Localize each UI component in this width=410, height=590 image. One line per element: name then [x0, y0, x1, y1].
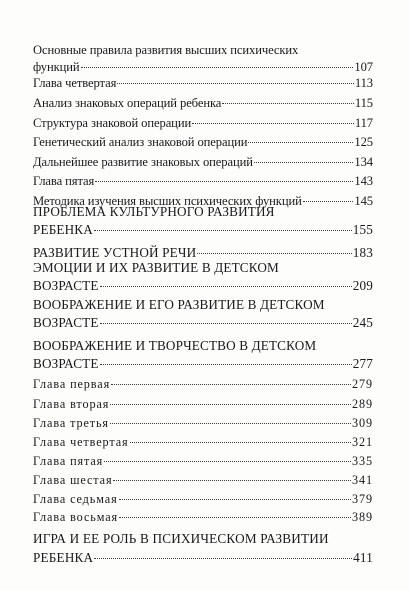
dot-leader — [100, 323, 352, 324]
toc-entry-line — [33, 314, 373, 332]
dot-leader — [110, 404, 351, 405]
toc-entry-line — [33, 490, 373, 508]
toc-entry-line — [33, 355, 373, 373]
toc-entry-title-line: Глава седьмая — [33, 492, 118, 506]
toc-entry — [33, 471, 373, 489]
toc-entry-title-line: ВООБРАЖЕНИЕ И ЕГО РАЗВИТИЕ В ДЕТСКОМ — [33, 297, 325, 312]
toc-page-number: 389 — [352, 510, 373, 524]
toc-entry-line — [33, 277, 373, 295]
dot-leader — [248, 142, 353, 143]
toc-page-number: 113 — [354, 76, 373, 90]
toc-entry — [33, 433, 373, 451]
toc-entry-title-line: Глава пятая — [33, 454, 104, 468]
toc-entry-line — [33, 95, 373, 112]
toc-entry-title-line: Генетический анализ знаковой операции — [33, 135, 248, 149]
toc-entry-line — [33, 508, 373, 526]
dot-leader — [81, 67, 354, 68]
toc-entry-title-line: Глава первая — [33, 377, 111, 391]
toc-entry — [33, 490, 373, 508]
dot-leader — [119, 499, 351, 500]
toc-entry — [33, 173, 373, 190]
toc-entry-title-line: ВООБРАЖЕНИЕ И ТВОРЧЕСТВО В ДЕТСКОМ — [33, 338, 317, 353]
toc-page-number: 107 — [354, 60, 373, 74]
toc-page-number: 279 — [352, 377, 373, 391]
toc-entry — [33, 337, 373, 373]
toc-page-number: 145 — [354, 194, 373, 208]
toc-entry — [33, 203, 373, 239]
toc-page-number: 379 — [352, 492, 373, 506]
toc-page-number: 341 — [352, 473, 373, 487]
toc-entry — [33, 414, 373, 432]
toc-entry-title-line: Глава пятая — [33, 174, 95, 188]
toc-entry-line — [33, 414, 373, 432]
dot-leader — [100, 286, 352, 287]
toc-entry — [33, 134, 373, 151]
toc-entry — [33, 95, 373, 112]
toc-entry-line — [33, 395, 373, 413]
toc-entry-title-line: Основные правила развития высших психических — [33, 43, 299, 57]
toc-entry — [33, 259, 373, 295]
toc-page-number: 125 — [354, 135, 373, 149]
dot-leader — [222, 103, 354, 104]
toc-entry-line — [33, 134, 373, 151]
toc-entry — [33, 529, 373, 567]
toc-page-number: 183 — [352, 245, 373, 260]
toc-page-number: 411 — [353, 550, 373, 565]
toc-entry-title-line: Глава вторая — [33, 397, 110, 411]
dot-leader — [104, 461, 351, 462]
toc-entry-title-line: ПРОБЛЕМА КУЛЬТУРНОГО РАЗВИТИЯ — [33, 204, 275, 219]
toc-entry — [33, 42, 373, 76]
toc-entry-title-line: Методика изучения высших психических функций — [33, 194, 302, 208]
toc-entry-title-line: ВОЗРАСТЕ — [33, 278, 99, 293]
toc-page-number: 143 — [354, 174, 373, 188]
dot-leader — [254, 162, 353, 163]
toc-entry-line — [33, 375, 373, 393]
dot-leader — [95, 181, 353, 182]
toc-entry-title-line: ВОЗРАСТЕ — [33, 356, 99, 371]
toc-entry — [33, 154, 373, 171]
toc-page-number: 335 — [352, 454, 373, 468]
toc-entry-title-line: Структура знаковой операции — [33, 116, 192, 130]
toc-entry-line — [33, 471, 373, 489]
toc-entry-title-line: ВОЗРАСТЕ — [33, 315, 99, 330]
dot-leader — [113, 480, 351, 481]
toc-entry-line — [33, 452, 373, 470]
toc-entry-line — [33, 221, 373, 239]
dot-leader — [197, 253, 352, 254]
dot-leader — [117, 83, 354, 84]
toc-page-number: 277 — [352, 356, 373, 371]
toc-entry-title-line: РЕБЕНКА — [33, 550, 94, 565]
toc-entry-line — [33, 154, 373, 171]
toc-page-number: 289 — [352, 397, 373, 411]
toc-entry-line — [33, 115, 373, 132]
toc-entry-title-line: Глава четвертая — [33, 435, 129, 449]
toc-page-number: 155 — [352, 222, 373, 237]
toc-entry — [33, 296, 373, 332]
dot-leader — [192, 123, 354, 124]
dot-leader — [303, 201, 354, 202]
toc-page-number: 134 — [354, 155, 373, 169]
dot-leader — [100, 364, 352, 365]
toc-entry — [33, 452, 373, 470]
toc-entry-line — [33, 173, 373, 190]
dot-leader — [130, 442, 351, 443]
dot-leader — [119, 517, 351, 518]
toc-entry-line — [33, 59, 373, 76]
toc-entry-title-line: РЕБЕНКА — [33, 222, 93, 237]
toc-page-number: 245 — [352, 315, 373, 330]
dot-leader — [94, 230, 352, 231]
toc-entry-title-line: ИГРА И ЕЕ РОЛЬ В ПСИХИЧЕСКОМ РАЗВИТИИ — [33, 531, 329, 546]
toc-entry — [33, 395, 373, 413]
toc-entry-title-line: Глава шестая — [33, 473, 113, 487]
toc-entry-title-line: Глава третья — [33, 416, 109, 430]
toc-entry-title-line: функций — [33, 60, 80, 74]
toc-entry-line — [33, 548, 373, 567]
toc-page-number: 115 — [354, 96, 373, 110]
toc-entry — [33, 375, 373, 393]
dot-leader — [94, 558, 352, 559]
toc-page-number: 209 — [352, 278, 373, 293]
dot-leader — [111, 384, 351, 385]
toc-entry-title-line: Дальнейшее развитие знаковых операций — [33, 155, 253, 169]
toc-page-number: 117 — [354, 116, 373, 130]
toc-entry — [33, 508, 373, 526]
toc-entry-line — [33, 75, 373, 92]
dot-leader — [110, 423, 351, 424]
toc-entry-title-line: Анализ знаковых операций ребенка — [33, 96, 222, 110]
toc-entry-line — [33, 433, 373, 451]
toc-entry-title-line: Глава восьмая — [33, 510, 119, 524]
toc-entry-title-line: Глава четвертая — [33, 76, 117, 90]
toc-page-number: 321 — [352, 435, 373, 449]
toc-entry-title-line: РАЗВИТИЕ УСТНОЙ РЕЧИ — [33, 245, 197, 260]
toc-entry — [33, 115, 373, 132]
toc-entry-title-line: ЭМОЦИИ И ИХ РАЗВИТИЕ В ДЕТСКОМ — [33, 260, 279, 275]
toc-page-number: 309 — [352, 416, 373, 430]
toc-entry — [33, 75, 373, 92]
